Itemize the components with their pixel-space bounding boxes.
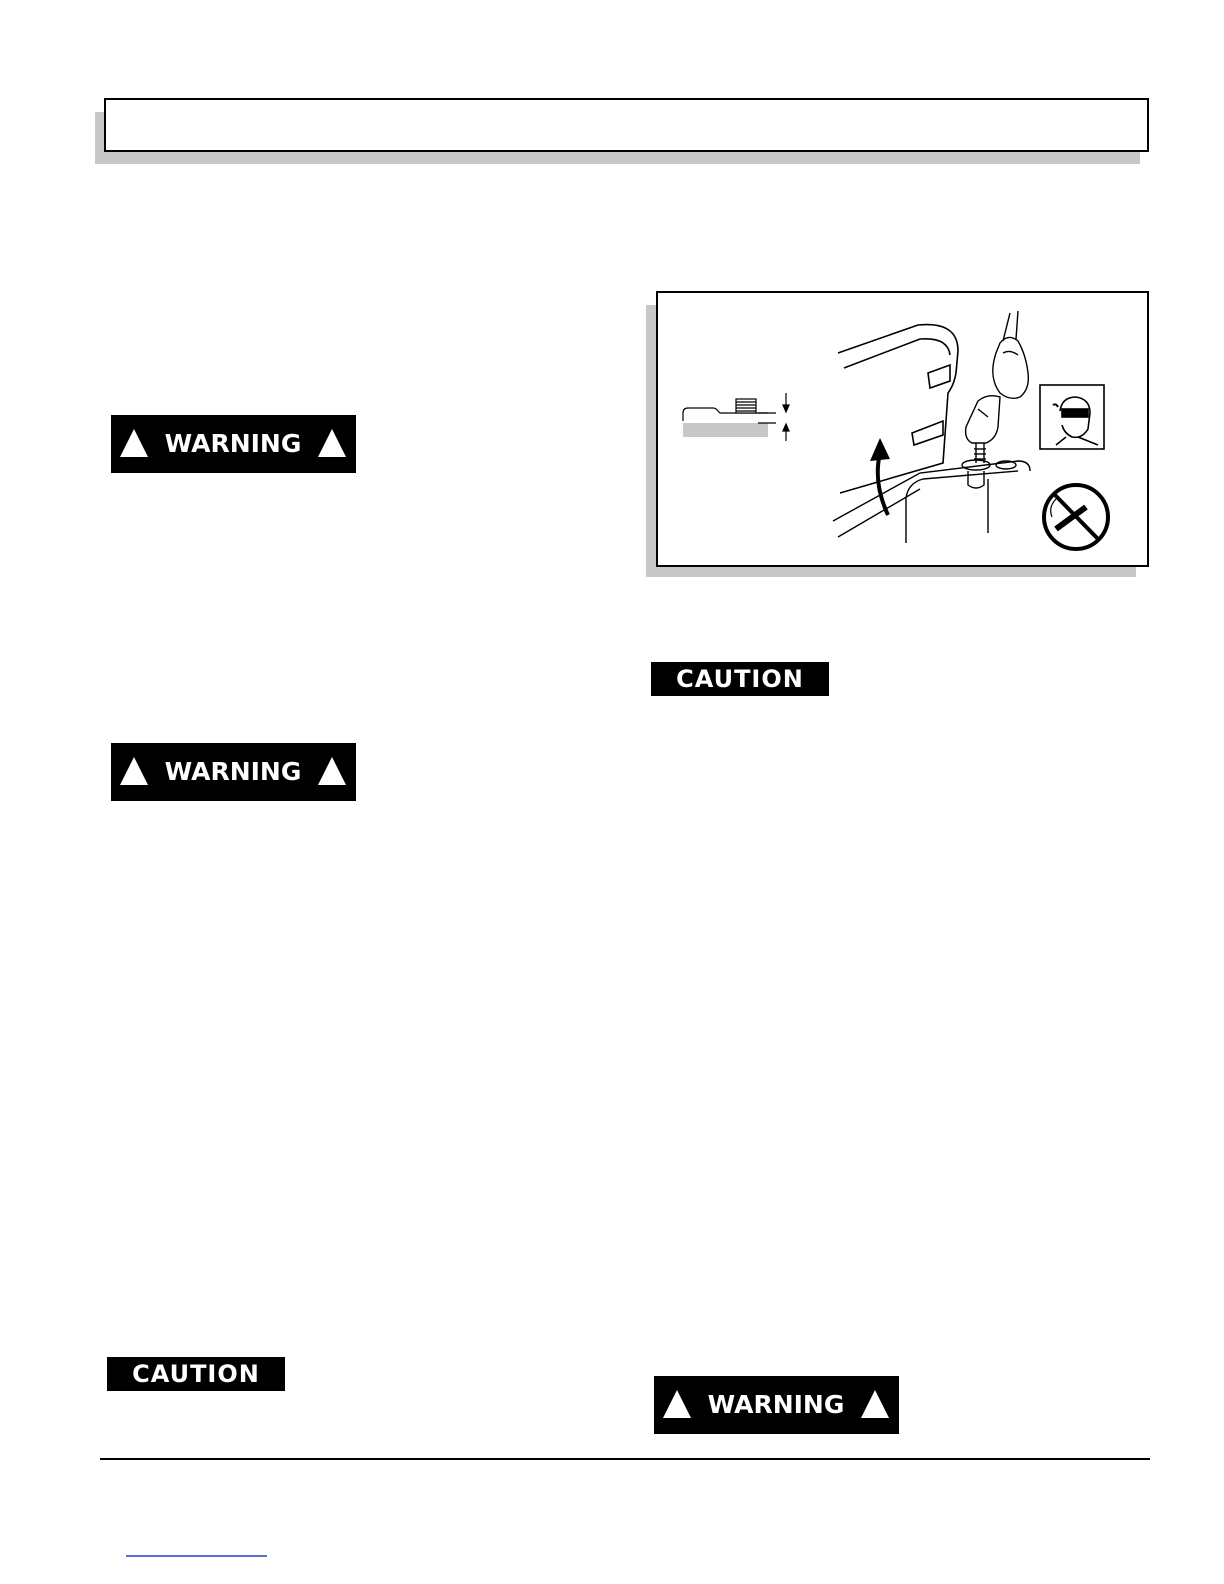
- page-title-box: [104, 98, 1149, 152]
- caution-label: CAUTION: [676, 665, 804, 693]
- warning-label: WARNING: [707, 1390, 845, 1419]
- warning-triangle-icon: [120, 429, 148, 457]
- lift-arrow-icon: [870, 438, 890, 515]
- caution-badge: [107, 1357, 285, 1391]
- caution-label: CAUTION: [132, 1360, 260, 1388]
- safety-goggles-icon: [1040, 385, 1104, 449]
- warning-triangle-icon: [318, 429, 346, 457]
- footer-link[interactable]: [126, 1555, 267, 1557]
- warning-triangle-icon: [318, 757, 346, 785]
- no-smoking-icon: [1044, 485, 1108, 549]
- battery-filling-illustration: [658, 293, 1147, 565]
- warning-label: WARNING: [164, 757, 302, 786]
- warning-triangle-icon: [861, 1390, 889, 1418]
- caution-badge: [651, 662, 829, 696]
- warning-badge: [654, 1376, 899, 1434]
- warning-badge: [111, 415, 356, 473]
- warning-label: WARNING: [164, 429, 302, 458]
- warning-triangle-icon: [120, 757, 148, 785]
- footer-rule: [100, 1458, 1150, 1460]
- fuel-level-diagram: [683, 393, 789, 441]
- warning-triangle-icon: [663, 1390, 691, 1418]
- figure-illustration: [656, 291, 1149, 567]
- warning-badge: [111, 743, 356, 801]
